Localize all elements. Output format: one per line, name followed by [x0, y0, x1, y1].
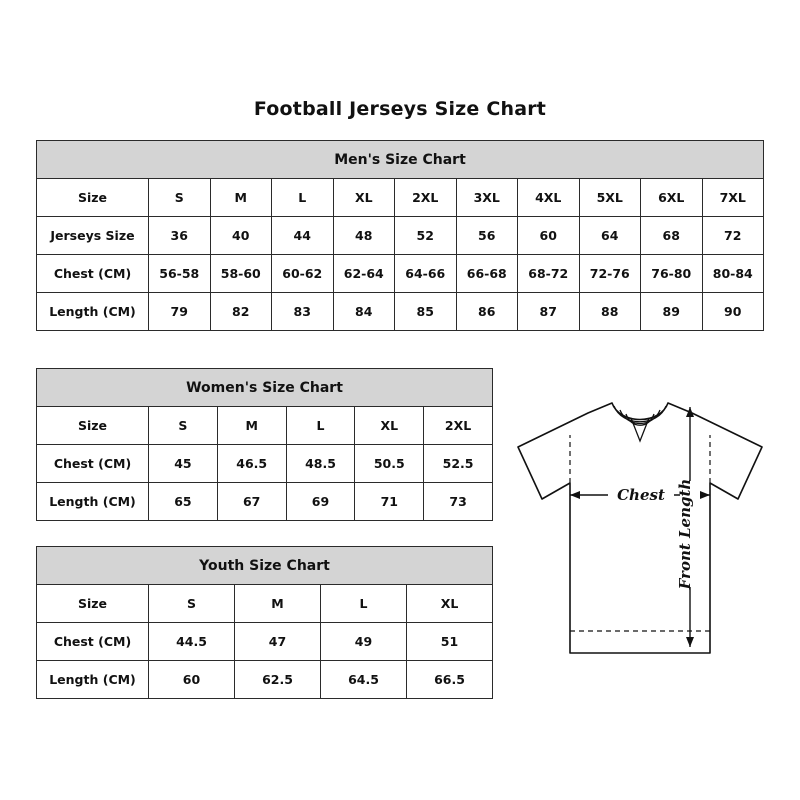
- cell: 49: [321, 623, 407, 661]
- cell: S: [149, 179, 211, 217]
- table-row: [37, 483, 493, 521]
- cell: 64: [579, 217, 641, 255]
- cell: 64-66: [395, 255, 457, 293]
- womens-table-caption: Women's Size Chart: [36, 368, 493, 406]
- cell: 2XL: [395, 179, 457, 217]
- cell: 48: [333, 217, 395, 255]
- cell: 66.5: [407, 661, 493, 699]
- cell: 86: [456, 293, 518, 331]
- cell: 56-58: [149, 255, 211, 293]
- mens-size-table: [36, 140, 764, 331]
- cell: 3XL: [456, 179, 518, 217]
- cell: L: [272, 179, 334, 217]
- row-label: Size: [37, 179, 149, 217]
- cell: XL: [355, 407, 424, 445]
- cell: 45: [149, 445, 218, 483]
- table-row: [37, 179, 764, 217]
- row-label: Length (CM): [37, 483, 149, 521]
- cell: 67: [217, 483, 286, 521]
- cell: 76-80: [641, 255, 703, 293]
- cell: 85: [395, 293, 457, 331]
- table-row: [37, 661, 493, 699]
- cell: 82: [210, 293, 272, 331]
- cell: M: [210, 179, 272, 217]
- cell: 62-64: [333, 255, 395, 293]
- cell: 40: [210, 217, 272, 255]
- cell: 69: [286, 483, 355, 521]
- table-row: [37, 255, 764, 293]
- table-row: [37, 585, 493, 623]
- youth-size-chart: [36, 546, 492, 699]
- page-title: Football Jerseys Size Chart: [253, 98, 547, 120]
- cell: 52.5: [424, 445, 493, 483]
- womens-size-table: [36, 368, 493, 521]
- cell: 62.5: [235, 661, 321, 699]
- cell: 79: [149, 293, 211, 331]
- cell: 71: [355, 483, 424, 521]
- cell: 66-68: [456, 255, 518, 293]
- cell: 46.5: [217, 445, 286, 483]
- table-row: [37, 623, 493, 661]
- table-row: [37, 217, 764, 255]
- cell: 2XL: [424, 407, 493, 445]
- cell: 5XL: [579, 179, 641, 217]
- cell: 80-84: [702, 255, 764, 293]
- cell: 90: [702, 293, 764, 331]
- row-label: Length (CM): [37, 661, 149, 699]
- table-row: [37, 407, 493, 445]
- row-label: Chest (CM): [37, 255, 149, 293]
- cell: 52: [395, 217, 457, 255]
- table-row: [37, 445, 493, 483]
- cell: 72: [702, 217, 764, 255]
- mens-size-chart: [36, 140, 764, 331]
- cell: 68-72: [518, 255, 580, 293]
- row-label: Length (CM): [37, 293, 149, 331]
- row-label: Size: [37, 407, 149, 445]
- cell: XL: [407, 585, 493, 623]
- youth-size-table: [36, 546, 493, 699]
- cell: 83: [272, 293, 334, 331]
- youth-table-caption: Youth Size Chart: [36, 546, 493, 584]
- cell: 89: [641, 293, 703, 331]
- cell: 56: [456, 217, 518, 255]
- cell: 6XL: [641, 179, 703, 217]
- cell: 60: [149, 661, 235, 699]
- row-label: Jerseys Size: [37, 217, 149, 255]
- cell: M: [235, 585, 321, 623]
- cell: 84: [333, 293, 395, 331]
- cell: 48.5: [286, 445, 355, 483]
- row-label: Chest (CM): [37, 445, 149, 483]
- cell: 51: [407, 623, 493, 661]
- cell: S: [149, 585, 235, 623]
- row-label: Chest (CM): [37, 623, 149, 661]
- cell: S: [149, 407, 218, 445]
- cell: 60: [518, 217, 580, 255]
- cell: 65: [149, 483, 218, 521]
- cell: XL: [333, 179, 395, 217]
- row-label: Size: [37, 585, 149, 623]
- cell: 7XL: [702, 179, 764, 217]
- cell: M: [217, 407, 286, 445]
- front-length-label: Front Length: [676, 478, 694, 590]
- cell: 50.5: [355, 445, 424, 483]
- cell: L: [286, 407, 355, 445]
- cell: L: [321, 585, 407, 623]
- cell: 87: [518, 293, 580, 331]
- cell: 44: [272, 217, 334, 255]
- cell: 58-60: [210, 255, 272, 293]
- cell: 47: [235, 623, 321, 661]
- cell: 88: [579, 293, 641, 331]
- cell: 60-62: [272, 255, 334, 293]
- cell: 44.5: [149, 623, 235, 661]
- cell: 72-76: [579, 255, 641, 293]
- mens-table-caption: Men's Size Chart: [36, 140, 764, 178]
- cell: 68: [641, 217, 703, 255]
- cell: 64.5: [321, 661, 407, 699]
- cell: 36: [149, 217, 211, 255]
- table-row: [37, 293, 764, 331]
- cell: 73: [424, 483, 493, 521]
- womens-size-chart: [36, 368, 492, 521]
- cell: 4XL: [518, 179, 580, 217]
- jersey-measurement-diagram: [500, 395, 780, 695]
- chest-label: Chest: [617, 486, 665, 504]
